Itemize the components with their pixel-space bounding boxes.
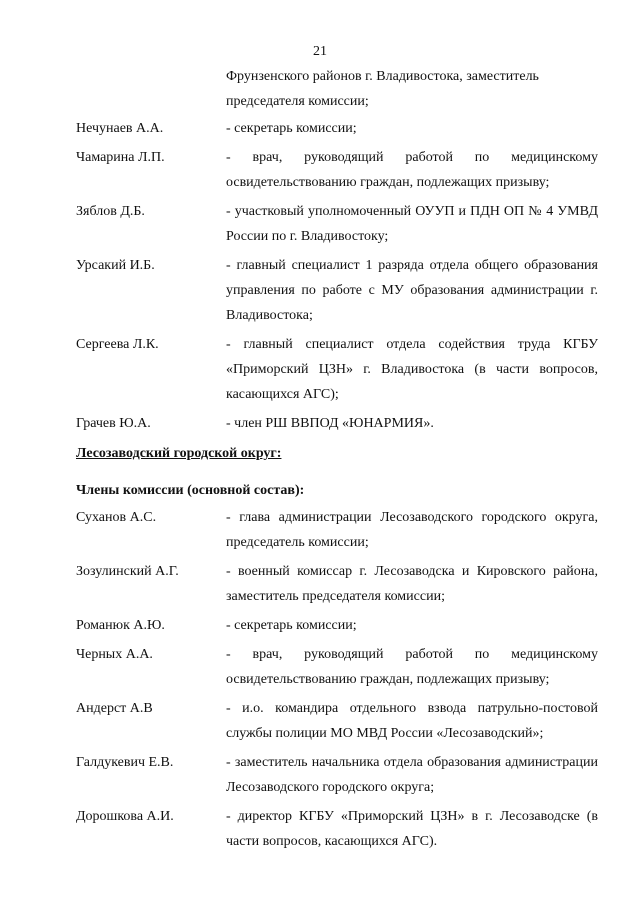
member-name: Андерст А.В [76, 701, 153, 716]
member-role: - член РШ ВВПОД «ЮНАРМИЯ». [226, 416, 434, 431]
member-name: Дорошкова А.И. [76, 809, 174, 824]
member-role: - секретарь комиссии; [226, 121, 357, 136]
member-name: Галдукевич Е.В. [76, 755, 174, 770]
member-entry [0, 613, 640, 638]
member-name: Зозулинский А.Г. [76, 564, 179, 579]
member-entry [0, 199, 640, 249]
member-entry [0, 145, 640, 195]
section-subheading: Члены комиссии (основной состав): [76, 483, 305, 498]
member-role: - глава администрации Лесозаводского городского округа, председатель комиссии; [226, 510, 598, 550]
member-entry [0, 411, 640, 436]
member-entry [0, 332, 640, 407]
member-role: - секретарь комиссии; [226, 618, 357, 633]
member-entry [0, 696, 640, 746]
member-role: - военный комиссар г. Лесозаводска и Кировского района, заместитель председателя комиссии; [226, 564, 598, 604]
member-role: - и.о. командира отдельного взвода патрульно-постовой службы полиции МО МВД России «Лесозаводский»; [226, 701, 598, 741]
page-number: 21 [313, 44, 327, 59]
member-role: - участковый уполномоченный ОУУП и ПДН ОП № 4 УМВД России по г. Владивостоку; [226, 204, 598, 244]
member-name: Грачев Ю.А. [76, 416, 151, 431]
member-role: - главный специалист 1 разряда отдела общего образования управления по работе с МУ образования администрации г. Владивостока; [226, 258, 598, 323]
member-entry [0, 253, 640, 328]
member-name: Черных А.А. [76, 647, 153, 662]
member-role: - врач, руководящий работой по медицинскому освидетельствованию граждан, подлежащих призыву; [226, 647, 598, 687]
member-role: - главный специалист отдела содействия труда КГБУ «Приморский ЦЗН» г. Владивостока (в части вопросов, касающихся АГС); [226, 337, 598, 402]
member-role: - врач, руководящий работой по медицинскому освидетельствованию граждан, подлежащих призыву; [226, 150, 598, 190]
member-list-lesozavodsk [0, 505, 640, 858]
member-list-vladivostok [0, 116, 640, 440]
member-entry [0, 804, 640, 854]
section-heading: Лесозаводский городской округ: [76, 446, 282, 461]
member-role: - заместитель начальника отдела образования администрации Лесозаводского городского округа; [226, 755, 598, 795]
member-name: Зяблов Д.Б. [76, 204, 145, 219]
member-entry [0, 559, 640, 609]
member-entry [0, 116, 640, 141]
member-name: Романюк А.Ю. [76, 618, 165, 633]
member-name: Урсакий И.Б. [76, 258, 155, 273]
member-name: Суханов А.С. [76, 510, 157, 525]
member-entry [0, 505, 640, 555]
member-entry [0, 642, 640, 692]
member-role: - директор КГБУ «Приморский ЦЗН» в г. Лесозаводске (в части вопросов, касающихся АГС). [226, 809, 598, 849]
member-entry [0, 750, 640, 800]
member-name: Чамарина Л.П. [76, 150, 165, 165]
continuation-text: Фрунзенского районов г. Владивостока, заместитель председателя комиссии; [226, 69, 539, 109]
member-name: Нечунаев А.А. [76, 121, 164, 136]
member-name: Сергеева Л.К. [76, 337, 159, 352]
